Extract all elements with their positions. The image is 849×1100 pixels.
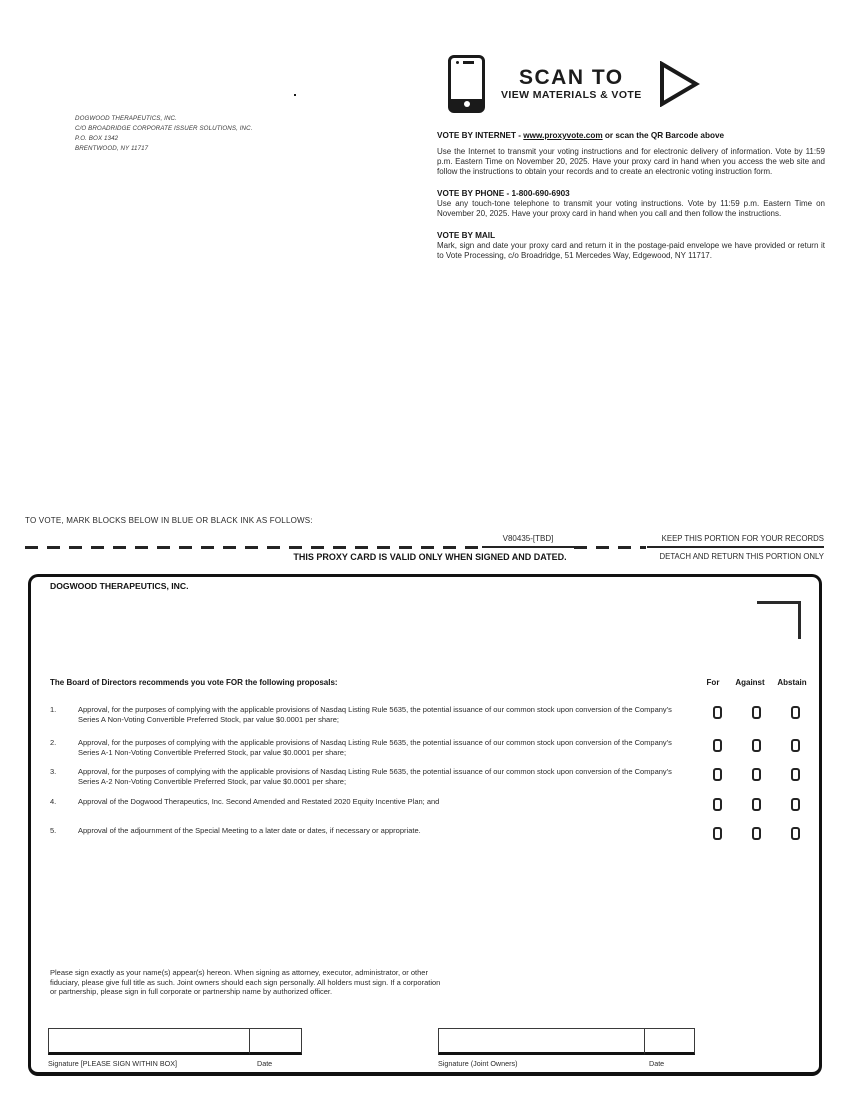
vote-by-internet-body: Use the Internet to transmit your voting instructions and for electronic delivery of information. Vote by 11:59 p.m. Eastern Time on November 20, 2025. Have your proxy card in hand when you access the web site and follow the instructions to obtain your records and to create an electronic voting instruction form. <box>437 147 825 176</box>
checkbox-against[interactable] <box>752 739 761 752</box>
valid-when-signed-note: THIS PROXY CARD IS VALID ONLY WHEN SIGNED AND DATED. <box>293 552 567 562</box>
checkbox-for[interactable] <box>713 768 722 781</box>
board-recommendation: The Board of Directors recommends you vote FOR the following proposals: <box>50 678 338 687</box>
scan-banner-title: SCAN TO <box>519 66 624 89</box>
stray-dot <box>294 94 296 96</box>
proxy-card <box>28 574 822 1076</box>
company-name: DOGWOOD THERAPEUTICS, INC. <box>50 581 189 591</box>
detach-return-note: DETACH AND RETURN THIS PORTION ONLY <box>659 552 824 561</box>
proposal-number: 1. <box>50 705 57 714</box>
sender-line: C/O BROADRIDGE CORPORATE ISSUER SOLUTIONS, INC. <box>75 125 253 132</box>
proposal-text: Approval of the adjournment of the Special Meeting to a later date or dates, if necessary or appropriate. <box>78 826 421 835</box>
proposal-number: 4. <box>50 797 57 806</box>
date-box-primary[interactable] <box>249 1028 302 1055</box>
smartphone-icon <box>448 55 485 113</box>
checkbox-against[interactable] <box>752 706 761 719</box>
sender-address <box>75 114 253 154</box>
column-header-against: Against <box>735 678 765 687</box>
scan-banner-subtitle: VIEW MATERIALS & VOTE <box>501 89 642 101</box>
sender-line: DOGWOOD THERAPEUTICS, INC. <box>75 115 177 122</box>
checkbox-for[interactable] <box>713 798 722 811</box>
proposal-number: 5. <box>50 826 57 835</box>
proposal-number: 2. <box>50 738 57 747</box>
detach-dashed-line <box>25 546 484 549</box>
phone-home-button <box>464 101 470 107</box>
vote-by-mail-heading: VOTE BY MAIL <box>437 231 496 240</box>
checkbox-abstain[interactable] <box>791 798 800 811</box>
sender-line: P.O. BOX 1342 <box>75 135 119 142</box>
checkbox-against[interactable] <box>752 768 761 781</box>
checkbox-against[interactable] <box>752 827 761 840</box>
keep-portion-note: KEEP THIS PORTION FOR YOUR RECORDS <box>647 534 824 548</box>
checkbox-for[interactable] <box>713 706 722 719</box>
signature-box-joint[interactable] <box>438 1028 645 1055</box>
signature-label-primary: Signature [PLEASE SIGN WITHIN BOX] <box>48 1059 178 1068</box>
proposal-number: 3. <box>50 767 57 776</box>
signature-box-primary[interactable] <box>48 1028 250 1055</box>
checkbox-for[interactable] <box>713 739 722 752</box>
scan-banner-text <box>501 67 642 101</box>
date-box-joint[interactable] <box>644 1028 695 1055</box>
proposal-text: Approval, for the purposes of complying with the applicable provisions of Nasdaq Listing Rule 5635, the potential issuance of our common stock upon conversion of the Company's Series A-2 Non-Voting Convertible Preferred Stock, par value $0.0001 per share; <box>78 767 672 786</box>
phone-speaker-line <box>463 61 474 64</box>
sender-line: BRENTWOOD, NY 11717 <box>75 145 149 152</box>
checkbox-against[interactable] <box>752 798 761 811</box>
checkbox-abstain[interactable] <box>791 706 800 719</box>
marking-instructions: TO VOTE, MARK BLOCKS BELOW IN BLUE OR BLACK INK AS FOLLOWS: <box>25 516 313 525</box>
detach-dashed-line <box>574 546 646 549</box>
vote-by-phone-heading: VOTE BY PHONE - 1-800-690-6903 <box>437 189 570 198</box>
vote-by-phone-body: Use any touch-tone telephone to transmit your voting instructions. Vote by 11:59 p.m. Eastern Time on November 20, 2025. Have your proxy card in hand when you call and then follow the instructions. <box>437 199 825 218</box>
proposal-text: Approval, for the purposes of complying with the applicable provisions of Nasdaq Listing Rule 5635, the potential issuance of our common stock upon conversion of the Company's Series A Non-Voting Convertible Preferred Stock, par value $0.0001 per share; <box>78 705 672 724</box>
signature-label-joint: Signature (Joint Owners) <box>438 1059 518 1068</box>
corner-registration-mark <box>757 601 801 639</box>
date-label-joint: Date <box>649 1059 665 1068</box>
checkbox-abstain[interactable] <box>791 768 800 781</box>
date-label-primary: Date <box>257 1059 273 1068</box>
right-arrow-icon <box>658 61 700 107</box>
column-header-for: For <box>706 678 720 687</box>
vote-by-mail-body: Mark, sign and date your proxy card and return it in the postage-paid envelope we have provided or return it to Vote Processing, c/o Broadridge, 51 Mercedes Way, Edgewood, NY 11717. <box>437 241 825 260</box>
proxyvote-link[interactable]: www.proxyvote.com <box>523 131 603 140</box>
signature-instructions: Please sign exactly as your name(s) appear(s) hereon. When signing as attorney, executor, administrator, or other fiduciary, please give full title as such. Joint owners should each sign personally. All holders must sign. If a corporation or partnership, please sign in full corporate or partnership name by authorized officer. <box>50 968 441 997</box>
control-number: V80435-[TBD] <box>482 534 574 548</box>
internet-heading-prefix: VOTE BY INTERNET - <box>437 131 524 140</box>
checkbox-abstain[interactable] <box>791 739 800 752</box>
column-header-abstain: Abstain <box>777 678 807 687</box>
phone-camera-dot <box>456 61 459 64</box>
proposal-text: Approval of the Dogwood Therapeutics, Inc. Second Amended and Restated 2020 Equity Incentive Plan; and <box>78 797 440 806</box>
checkbox-abstain[interactable] <box>791 827 800 840</box>
proposal-text: Approval, for the purposes of complying with the applicable provisions of Nasdaq Listing Rule 5635, the potential issuance of our common stock upon conversion of the Company's Series A-1 Non-Voting Convertible Preferred Stock, par value $0.0001 per share; <box>78 738 672 757</box>
checkbox-for[interactable] <box>713 827 722 840</box>
vote-instructions <box>437 131 825 261</box>
scan-banner <box>448 55 700 113</box>
vote-by-internet-heading <box>437 131 825 141</box>
internet-heading-suffix: or scan the QR Barcode above <box>602 131 725 140</box>
